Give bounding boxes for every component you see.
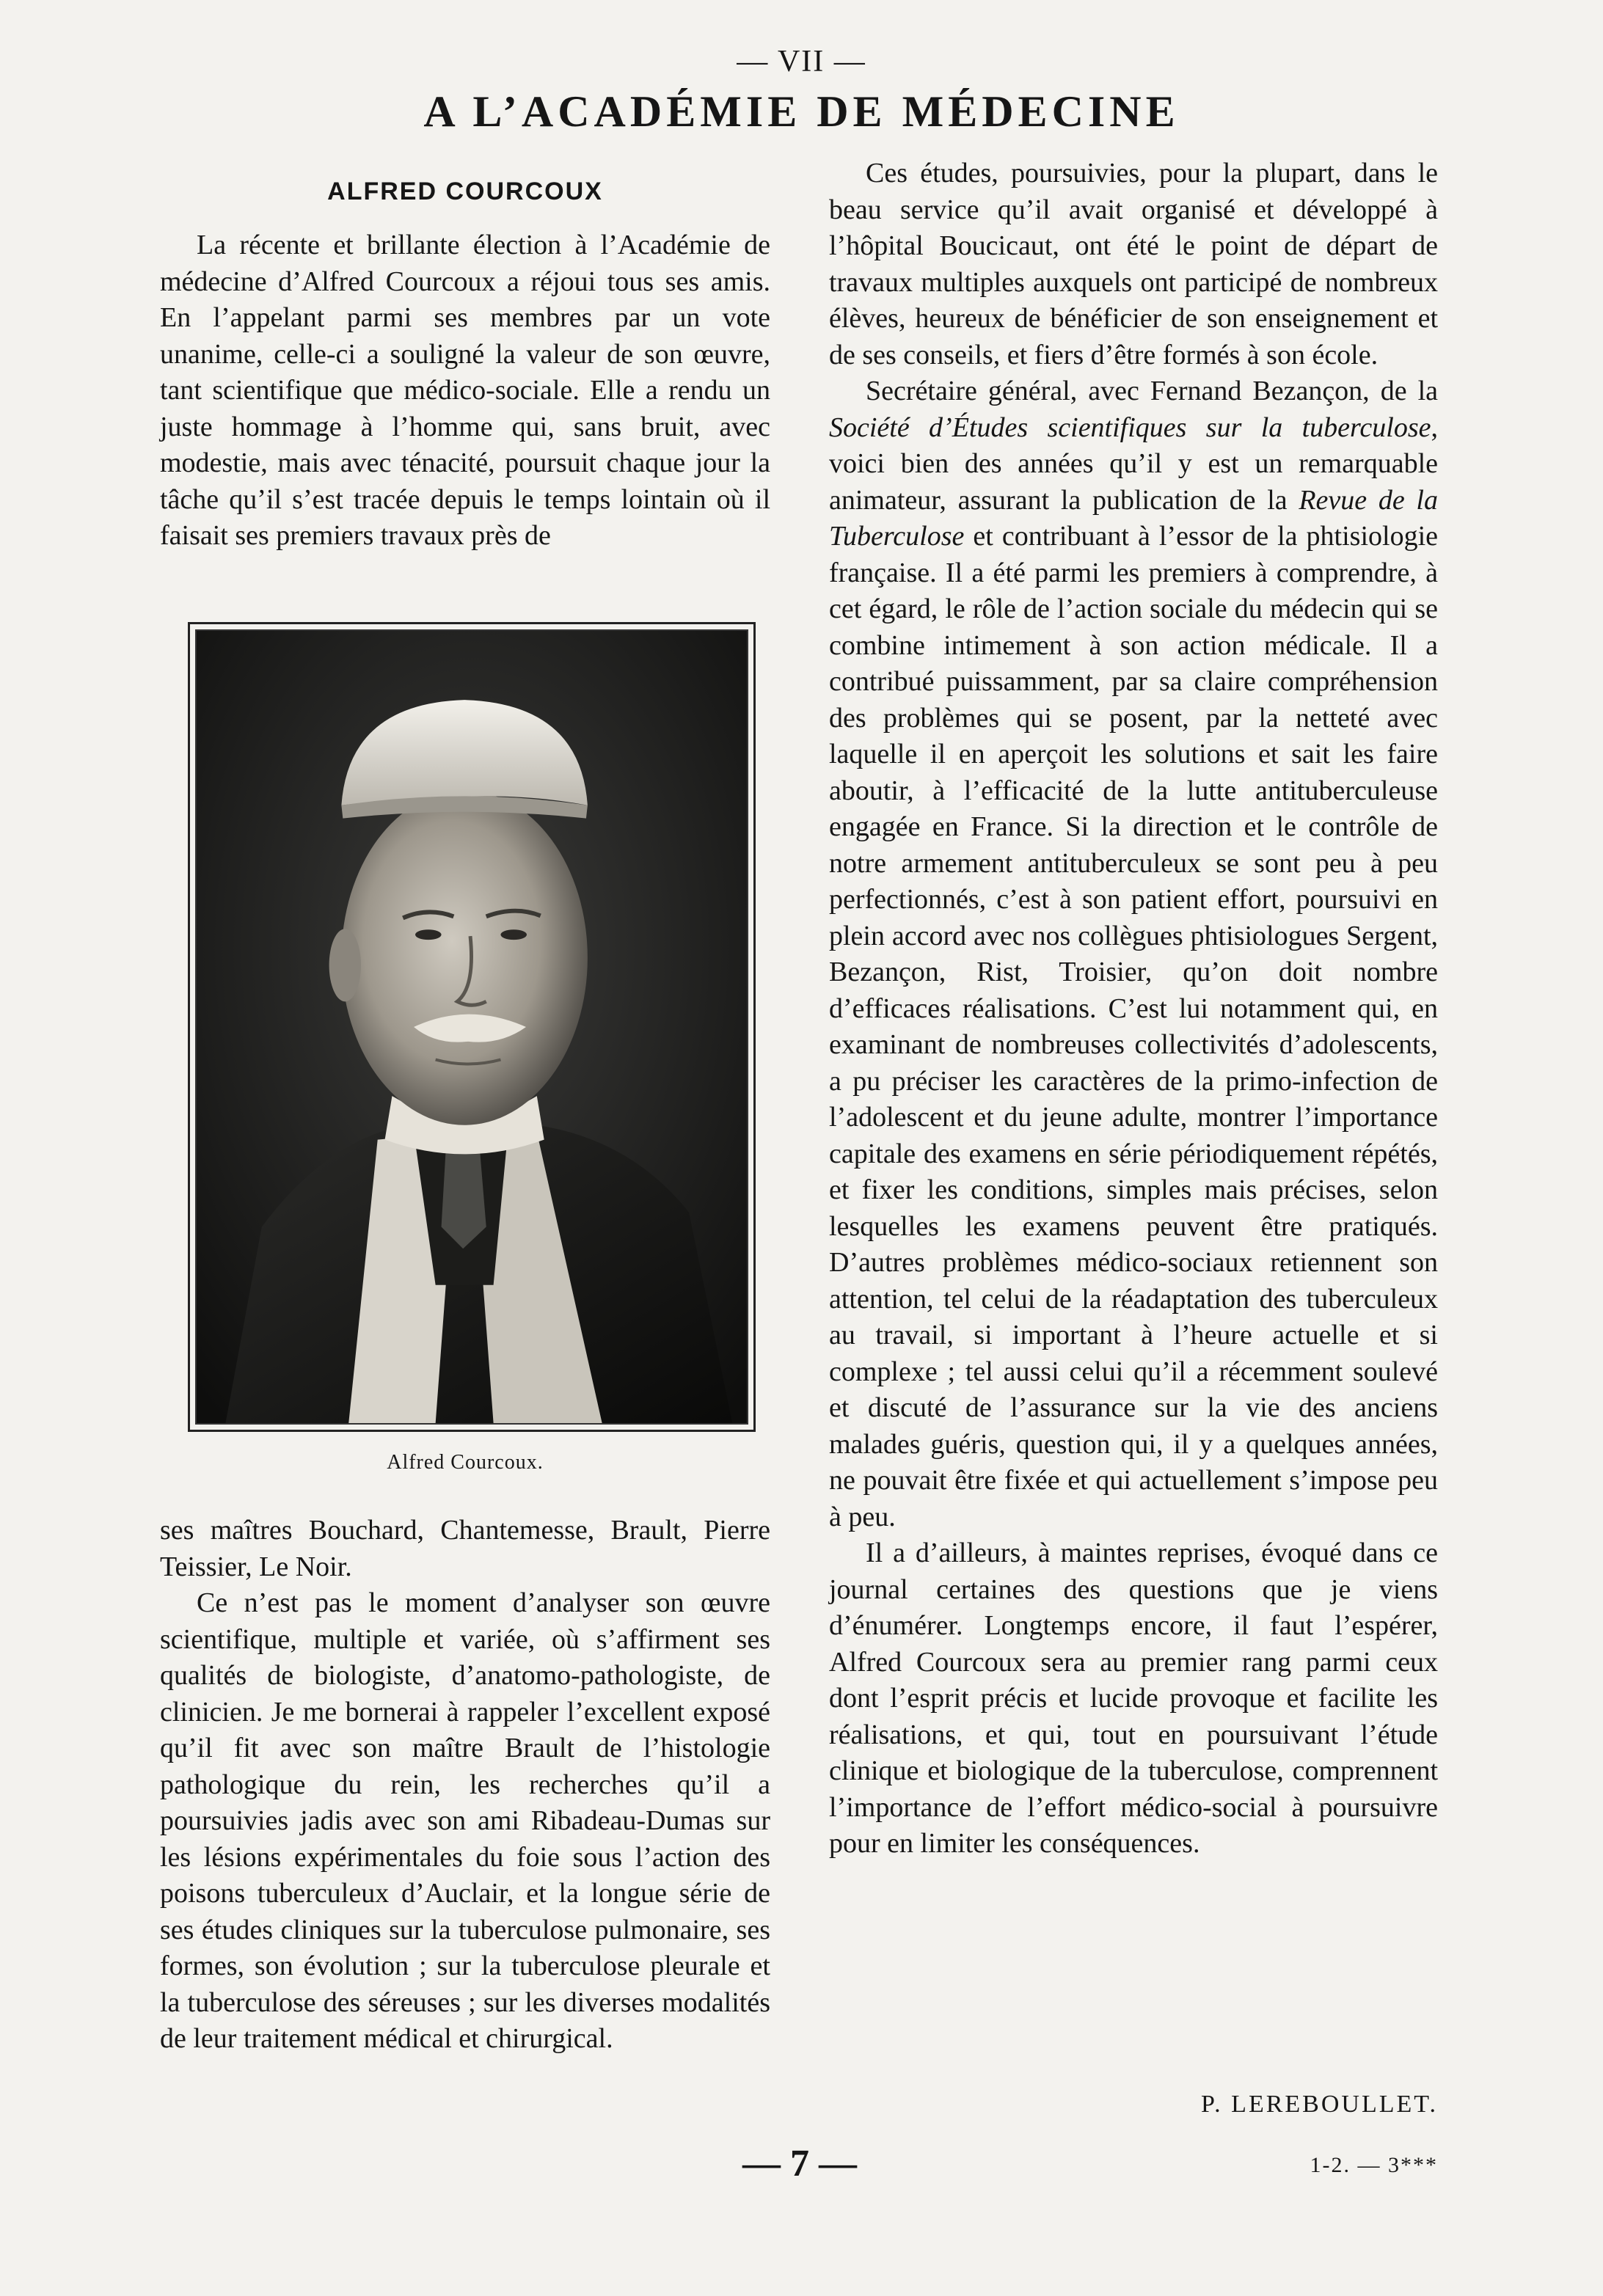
text-segment: Secrétaire général, avec Fernand Bezançon, de la <box>866 376 1438 406</box>
photo-caption: Alfred Courcoux. <box>387 1451 544 1474</box>
portrait-photo-frame <box>188 622 756 1432</box>
article-heading: ALFRED COURCOUX <box>327 178 603 205</box>
paragraph-studies: Ces études, poursuivies, pour la plupart, dans le beau service qu’il avait organisé et développé à l’hôpital Boucicaut, ont été le point de départ de travaux multiples auxquels ont participé de nombreux élèves, heureux de bénéficier de son enseignement et de ses conseils, et fiers d’être formés à son école. <box>829 158 1438 370</box>
page-number: — 7 — <box>742 2143 857 2185</box>
text-segment: , voici bien des années qu’il y est un remarquable animateur, assurant la publication de la <box>829 412 1438 516</box>
portrait-photo <box>195 629 748 1425</box>
author-signature: P. LEREBOULLET. <box>1201 2091 1438 2118</box>
journal-name: Revue de la Tuberculose <box>829 484 1438 552</box>
page-title: A L’ACADÉMIE DE MÉDECINE <box>423 87 1180 136</box>
page-roman-numeral: — VII — <box>737 45 866 78</box>
paragraph-scientific-work: Ce n’est pas le moment d’analyser son œuvre scientifique, multiple et variée, où s’affirment ses qualités de biologiste, d’anatomo-pathologiste, de clinicien. Je me bornerai à rappeler l’excellent exposé qu’il fit avec son maître Brault de l’histologie pathologique du rein, les recherches qu’il a poursuivies jadis avec son ami Ribadeau-Dumas sur les lésions expérimentales du foie sous l’action des poisons tuberculeux d’Auclair, et la longue série de ses études cliniques sur la tuberculose pulmonaire, ses formes, son évolution ; sur la tuberculose pleurale et la tuberculose des séreuses ; sur les diverses modalités de leur traitement médical et chirurgical. <box>160 1587 770 2054</box>
portrait-illustration <box>197 631 747 1423</box>
left-column-top <box>160 227 770 555</box>
right-column <box>829 156 1438 1862</box>
left-column-bottom <box>160 1513 770 2058</box>
paragraph-secretary <box>829 373 1438 1535</box>
paragraph-masters: ses maîtres Bouchard, Chantemesse, Brault, Pierre Teissier, Le Noir. <box>160 1515 770 1582</box>
paragraph-closing: Il a d’ailleurs, à maintes reprises, évoqué dans ce journal certaines des questions que je viens d’énumérer. Longtemps encore, il faut l’espérer, Alfred Courcoux sera au premier rang parmi ceux dont l’esprit précis et lucide provoque et facilite les réalisations, et qui, tout en poursuivant l’étude clinique et biologique de la tuberculose, comprennent l’importance de l’effort médico-social à poursuivre pour en limiter les conséquences. <box>829 1538 1438 1859</box>
printer-mark: 1-2. — 3*** <box>1310 2153 1438 2177</box>
society-name: Société d’Études scientifiques sur la tuberculose <box>829 412 1431 443</box>
paragraph-intro: La récente et brillante élection à l’Académie de médecine d’Alfred Courcoux a réjoui tous ses amis. En l’appelant parmi ses membres par un vote unanime, celle-ci a souligné la valeur de son œuvre, tant scientifique que médico-sociale. Elle a rendu un juste hommage à l’homme qui, sans bruit, avec modestie, mais avec ténacité, poursuit chaque jour la tâche qu’il s’est tracée depuis le temps lointain où il faisait ses premiers travaux près de <box>160 230 770 551</box>
text-segment: et contribuant à l’essor de la phtisiologie française. Il a été parmi les premiers à comprendre, à cet égard, le rôle de l’action sociale du médecin qui se combine intimement à son action médicale. Il a contribué puissamment, par sa claire compréhension des problèmes qui se posent, par la netteté avec laquelle il en aperçoit les solutions et sait les faire aboutir, à l’efficacité de la lutte antituberculeuse engagée en France. Si la direction et le contrôle de notre armement antituberculeux se sont peu à peu perfectionnés, c’est à son patient effort, poursuivi en plein accord avec nos collègues phtisiologues Sergent, Bezançon, Rist, Troisier, qu’on doit nombre d’efficaces réalisations. C’est lui notamment qui, en examinant de nombreuses collectivités d’adolescents, a pu préciser les caractères de la primo-infection de l’adolescent et du jeune adulte, montrer l’importance capitale des examens en série périodiquement répétés, et fixer les conditions, simples mais précises, selon lesquelles les examens peuvent être pratiqués. D’autres problèmes médico-sociaux retiennent son attention, tel celui de la réadaptation des tuberculeux au travail, si important à l’heure actuelle et si complexe ; tel aussi celui qu’il a récemment soulevé et discuté de l’assurance sur la vie des anciens malades guéris, question qui, il y a quelques années, ne pouvait être fixée et qui actuellement s’impose peu à peu. <box>829 521 1438 1532</box>
